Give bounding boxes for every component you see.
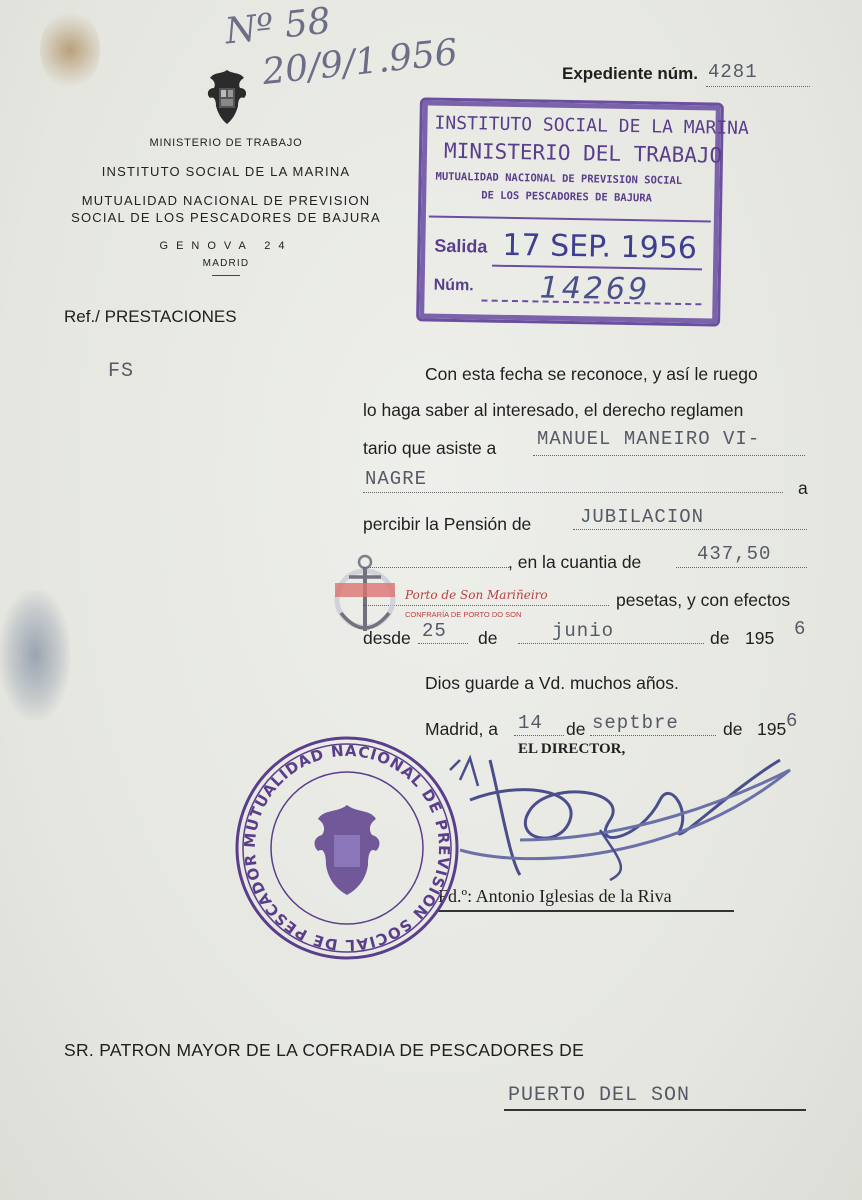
pesetas-text: pesetas, y con efectos <box>616 590 791 610</box>
sign-year-prefix: 195 <box>757 719 787 739</box>
pension-prefix: percibir la Pensión de <box>363 514 532 534</box>
effect-year-prefix: 195 <box>745 628 775 648</box>
handwritten-number: Nº 58 <box>223 0 333 53</box>
num-value: 14269 <box>539 270 651 308</box>
effect-day: 25 <box>422 620 447 642</box>
reference: Ref./ PRESTACIONES <box>64 307 237 326</box>
stamp-line-4: DE LOS PESCADORES DE BAJURA <box>481 189 653 205</box>
month-dotted-line <box>518 643 704 644</box>
exit-stamp <box>416 97 749 326</box>
stamp-line-3: MUTUALIDAD NACIONAL DE PREVISION SOCIAL <box>435 170 683 187</box>
amount: 437,50 <box>697 543 772 565</box>
amount-dotted-line <box>676 567 807 568</box>
director-title: EL DIRECTOR, <box>518 741 626 757</box>
city: MADRID <box>202 258 250 269</box>
institute-name: INSTITUTO SOCIAL DE LA MARINA <box>101 164 351 179</box>
stamp-divider <box>429 216 711 223</box>
desde-label: desde <box>363 628 411 648</box>
sign-year-digit: 6 <box>786 710 799 732</box>
salida-label: Salida <box>434 235 488 257</box>
stamp-line-2: MINISTERIO DEL TRABAJO <box>443 138 723 168</box>
effect-month: junio <box>552 620 615 642</box>
expediente-number: 4281 <box>708 61 758 83</box>
cuantia-label: , en la cuantia de <box>508 552 642 572</box>
de-label-4: de <box>723 719 743 739</box>
paper-stain <box>40 10 100 90</box>
mutualidad-line-1: MUTUALIDAD NACIONAL DE PREVISION <box>81 193 371 208</box>
salida-date: 17 SEP. 1956 <box>502 227 698 267</box>
letter-line-3: tario que asiste a <box>363 438 497 458</box>
official-seal <box>232 733 462 963</box>
de-label-2: de <box>710 628 730 648</box>
sign-day-dotted-line <box>514 735 564 736</box>
beneficiary-name-1: MANUEL MANEIRO VI- <box>537 428 761 450</box>
de-label-3: de <box>566 719 586 739</box>
recipient-line-2: PUERTO DEL SON <box>508 1084 691 1107</box>
sign-month: septbre <box>592 712 679 734</box>
pesetas-dotted-line <box>363 605 609 606</box>
name-dotted-line-1 <box>533 455 805 456</box>
sign-month-dotted-line <box>590 735 716 736</box>
recipient-line-1: SR. PATRON MAYOR DE LA COFRADIA DE PESCADORES DE <box>64 1040 585 1060</box>
ministry-name: MINISTERIO DE TRABAJO <box>149 137 303 149</box>
archive-mark-subtitle: CONFRARÍA DE PORTO DO SON <box>405 610 522 619</box>
paper-stain <box>0 590 70 720</box>
signatory-name: Fd.º: Antonio Iglesias de la Riva <box>438 886 672 906</box>
place-label: Madrid, a <box>425 719 498 739</box>
anchor-icon <box>333 553 397 643</box>
de-label-1: de <box>478 628 498 648</box>
seal-ring-text: MUTUALIDAD NACIONAL DE PREVISION SOCIAL DE PESCADOR <box>240 741 454 955</box>
closing-greeting: Dios guarde a Vd. muchos años. <box>425 673 679 693</box>
num-label: Núm. <box>433 276 474 295</box>
mutualidad-line-2: SOCIAL DE LOS PESCADORES DE BAJURA <box>71 210 381 225</box>
letterhead-divider <box>212 275 240 276</box>
pension-type: JUBILACION <box>580 506 705 528</box>
archive-mark-title: Porto de Son Mariñeiro <box>405 588 548 602</box>
typist-initials: FS <box>108 360 135 383</box>
letter-line-2: lo haga saber al interesado, el derecho reglamen <box>363 400 744 420</box>
effect-year-digit: 6 <box>794 618 807 640</box>
name-dotted-line-2 <box>363 492 783 493</box>
pension-dotted-line <box>573 529 807 530</box>
signatory-underline <box>436 910 734 912</box>
handwritten-date: 20/9/1.956 <box>260 31 460 94</box>
beneficiary-name-2: NAGRE <box>365 468 428 490</box>
day-dotted-line <box>418 643 468 644</box>
director-signature <box>430 740 810 890</box>
word-a: a <box>798 478 808 498</box>
letter-line-1: Con esta fecha se reconoce, y así le ruego <box>425 364 758 384</box>
expediente-dotted-line <box>706 86 810 87</box>
stamp-line-1: INSTITUTO SOCIAL DE LA MARINA <box>434 112 749 140</box>
expediente-label: Expediente núm. <box>562 64 699 83</box>
address: GENOVA 24 <box>159 240 293 252</box>
recipient-underline <box>504 1109 806 1111</box>
coat-of-arms-icon <box>204 66 250 126</box>
sign-day: 14 <box>518 712 543 734</box>
